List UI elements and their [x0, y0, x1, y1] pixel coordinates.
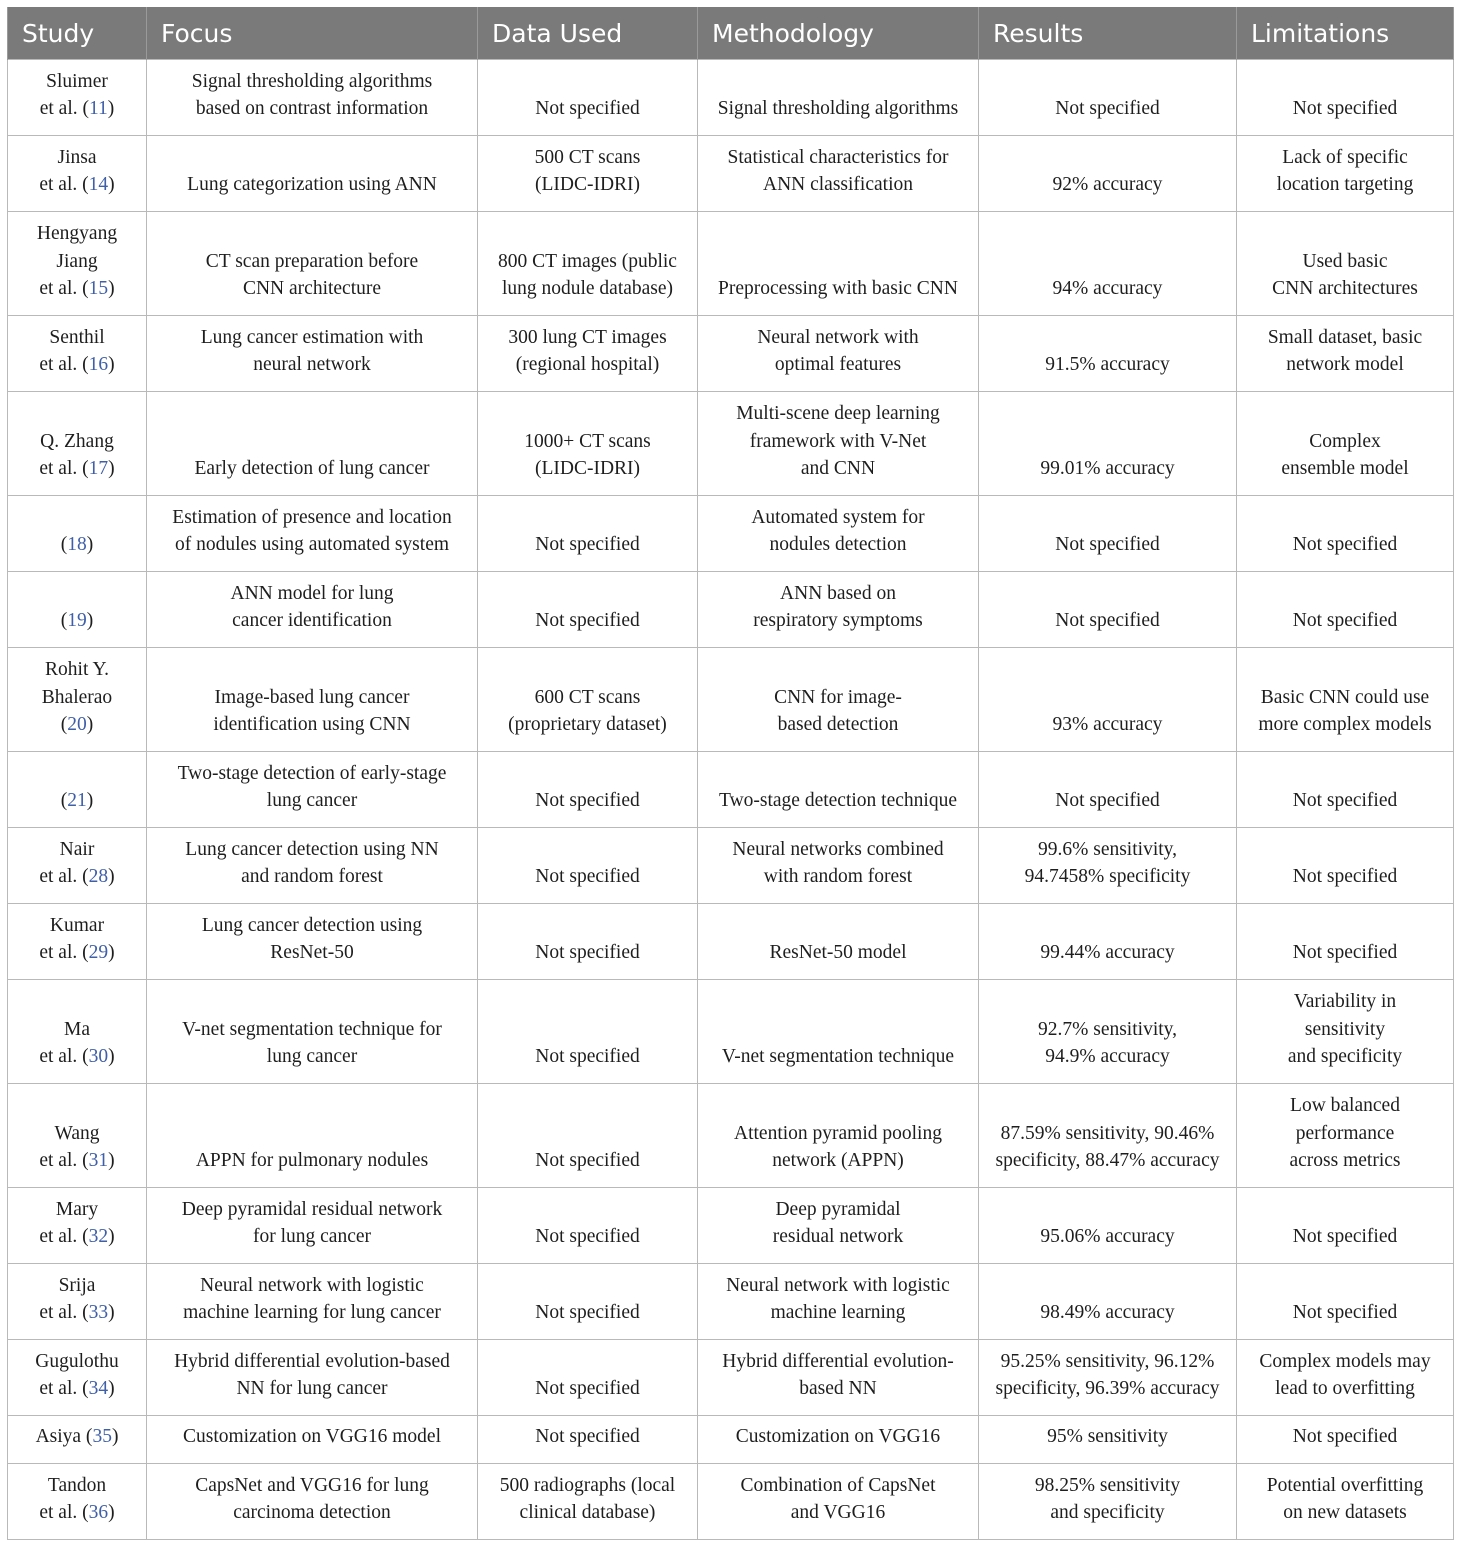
study-paren: ) [108, 942, 115, 964]
study-name: Nair et al. ( [39, 838, 95, 888]
study-paren: ) [108, 174, 115, 196]
study-name: Wang et al. ( [39, 1122, 100, 1172]
limitations-cell: Not specified [1237, 904, 1454, 980]
study-paren: ) [108, 1150, 115, 1172]
data-used-cell: 600 CT scans (proprietary dataset) [478, 648, 698, 752]
study-paren: ) [108, 278, 115, 300]
study-name: Sluimer et al. ( [39, 70, 108, 120]
study-name: Senthil et al. ( [39, 326, 105, 376]
table-header [8, 7, 1454, 60]
data-used-cell: Not specified [478, 752, 698, 828]
study-cell [8, 648, 147, 752]
study-name: Jinsa et al. ( [39, 146, 97, 196]
study-name: ( [60, 610, 68, 632]
table-row [8, 648, 1454, 752]
table-row [8, 1416, 1454, 1464]
study-paren: ) [107, 98, 115, 120]
methodology-cell: V-net segmentation technique [698, 980, 979, 1084]
methodology-cell: CNN for image- based detection [698, 648, 979, 752]
data-used-cell: 300 lung CT images (regional hospital) [478, 316, 698, 392]
study-paren: ) [86, 714, 94, 736]
study-cell [8, 1464, 147, 1540]
study-cell [8, 60, 147, 136]
focus-cell: Lung categorization using ANN [147, 136, 478, 212]
limitations-cell: Basic CNN could use more complex models [1237, 648, 1454, 752]
study-name: Rohit Y. Bhalerao ( [41, 659, 113, 736]
table-row [8, 752, 1454, 828]
results-cell: 92% accuracy [979, 136, 1237, 212]
study-name: Srija et al. ( [39, 1274, 96, 1324]
focus-cell: Early detection of lung cancer [147, 392, 478, 496]
study-cell [8, 392, 147, 496]
study-cell [8, 828, 147, 904]
table-row [8, 904, 1454, 980]
study-paren: ) [86, 534, 94, 556]
limitations-cell: Not specified [1237, 1416, 1454, 1464]
focus-cell: Neural network with logistic machine learning for lung cancer [147, 1264, 478, 1340]
results-cell: 95% sensitivity [979, 1416, 1237, 1464]
study-paren: ) [108, 1502, 115, 1524]
study-cell [8, 572, 147, 648]
focus-cell: CT scan preparation before CNN architecture [147, 212, 478, 316]
methodology-cell: Signal thresholding algorithms [698, 60, 979, 136]
reference-link[interactable]: 21 [67, 790, 87, 812]
methodology-cell: Neural networks combined with random forest [698, 828, 979, 904]
reference-link[interactable]: 28 [88, 866, 109, 888]
focus-cell: APPN for pulmonary nodules [147, 1084, 478, 1188]
reference-link[interactable]: 20 [67, 714, 87, 736]
study-cell [8, 1340, 147, 1416]
data-used-cell: Not specified [478, 828, 698, 904]
reference-link[interactable]: 34 [88, 1378, 109, 1400]
table-row [8, 60, 1454, 136]
results-cell: 87.59% sensitivity, 90.46% specificity, 88.47% accuracy [979, 1084, 1237, 1188]
table-row [8, 1084, 1454, 1188]
data-used-cell: Not specified [478, 1416, 698, 1464]
study-cell [8, 1264, 147, 1340]
study-name: Asiya ( [35, 1426, 93, 1448]
data-used-cell: Not specified [478, 1188, 698, 1264]
methodology-cell: ResNet-50 model [698, 904, 979, 980]
reference-link[interactable]: 35 [92, 1426, 112, 1448]
reference-link[interactable]: 16 [88, 354, 109, 376]
study-cell [8, 904, 147, 980]
focus-cell: Lung cancer detection using NN and random forest [147, 828, 478, 904]
methodology-cell: Neural network with optimal features [698, 316, 979, 392]
limitations-cell: Variability in sensitivity and specificity [1237, 980, 1454, 1084]
study-paren: ) [108, 458, 115, 480]
methodology-cell: Hybrid differential evolution- based NN [698, 1340, 979, 1416]
data-used-cell: Not specified [478, 1264, 698, 1340]
data-used-cell: Not specified [478, 572, 698, 648]
limitations-cell: Used basic CNN architectures [1237, 212, 1454, 316]
study-cell [8, 752, 147, 828]
methodology-cell: Automated system for nodules detection [698, 496, 979, 572]
column-header-focus: Focus [147, 7, 478, 60]
focus-cell: Lung cancer estimation with neural network [147, 316, 478, 392]
focus-cell: CapsNet and VGG16 for lung carcinoma detection [147, 1464, 478, 1540]
reference-link[interactable]: 31 [88, 1150, 109, 1172]
study-name: Gugulothu et al. ( [35, 1350, 119, 1400]
limitations-cell: Small dataset, basic network model [1237, 316, 1454, 392]
results-cell: 92.7% sensitivity, 94.9% accuracy [979, 980, 1237, 1084]
focus-cell: Customization on VGG16 model [147, 1416, 478, 1464]
results-cell: 91.5% accuracy [979, 316, 1237, 392]
limitations-cell: Lack of specific location targeting [1237, 136, 1454, 212]
methodology-cell: Combination of CapsNet and VGG16 [698, 1464, 979, 1540]
column-header-results: Results [979, 7, 1237, 60]
focus-cell: Deep pyramidal residual network for lung cancer [147, 1188, 478, 1264]
study-cell [8, 1416, 147, 1464]
limitations-cell: Not specified [1237, 1188, 1454, 1264]
limitations-cell: Not specified [1237, 496, 1454, 572]
limitations-cell: Complex ensemble model [1237, 392, 1454, 496]
reference-link[interactable]: 11 [88, 98, 108, 120]
limitations-cell: Not specified [1237, 828, 1454, 904]
study-name: Kumar et al. ( [39, 914, 105, 964]
results-cell: 95.06% accuracy [979, 1188, 1237, 1264]
column-header-limitations: Limitations [1237, 7, 1454, 60]
study-name: ( [60, 790, 68, 812]
study-name: Mary et al. ( [39, 1198, 99, 1248]
focus-cell: Signal thresholding algorithms based on contrast information [147, 60, 478, 136]
data-used-cell: Not specified [478, 496, 698, 572]
limitations-cell: Not specified [1237, 572, 1454, 648]
study-cell [8, 1188, 147, 1264]
focus-cell: Estimation of presence and location of nodules using automated system [147, 496, 478, 572]
focus-cell: ANN model for lung cancer identification [147, 572, 478, 648]
results-cell: 99.6% sensitivity, 94.7458% specificity [979, 828, 1237, 904]
limitations-cell: Potential overfitting on new datasets [1237, 1464, 1454, 1540]
limitations-cell: Not specified [1237, 60, 1454, 136]
limitations-cell: Not specified [1237, 752, 1454, 828]
data-used-cell: Not specified [478, 60, 698, 136]
study-cell [8, 1084, 147, 1188]
results-cell: 95.25% sensitivity, 96.12% specificity, 96.39% accuracy [979, 1340, 1237, 1416]
limitations-cell: Complex models may lead to overfitting [1237, 1340, 1454, 1416]
column-header-data-used: Data Used [478, 7, 698, 60]
results-cell: 94% accuracy [979, 212, 1237, 316]
data-used-cell: Not specified [478, 1340, 698, 1416]
table-row [8, 392, 1454, 496]
methodology-cell: Neural network with logistic machine learning [698, 1264, 979, 1340]
study-name: Tandon et al. ( [39, 1474, 107, 1524]
reference-link[interactable]: 15 [88, 278, 109, 300]
reference-link[interactable]: 30 [88, 1046, 109, 1068]
table-row [8, 1188, 1454, 1264]
data-used-cell: 500 radiographs (local clinical database) [478, 1464, 698, 1540]
study-cell [8, 980, 147, 1084]
study-paren: ) [86, 610, 94, 632]
study-name: ( [60, 534, 68, 556]
results-cell: 93% accuracy [979, 648, 1237, 752]
study-name: Ma et al. ( [39, 1018, 90, 1068]
data-used-cell: Not specified [478, 904, 698, 980]
limitations-cell: Low balanced performance across metrics [1237, 1084, 1454, 1188]
table-row [8, 828, 1454, 904]
column-header-methodology: Methodology [698, 7, 979, 60]
methodology-cell: Statistical characteristics for ANN classification [698, 136, 979, 212]
study-paren: ) [108, 866, 115, 888]
focus-cell: Hybrid differential evolution-based NN for lung cancer [147, 1340, 478, 1416]
reference-link[interactable]: 29 [88, 942, 109, 964]
table-row [8, 316, 1454, 392]
results-cell: Not specified [979, 752, 1237, 828]
data-used-cell: 500 CT scans (LIDC-IDRI) [478, 136, 698, 212]
study-cell [8, 496, 147, 572]
methodology-cell: Multi-scene deep learning framework with V-Net and CNN [698, 392, 979, 496]
reference-link[interactable]: 18 [67, 534, 87, 556]
results-cell: 98.25% sensitivity and specificity [979, 1464, 1237, 1540]
focus-cell: Lung cancer detection using ResNet-50 [147, 904, 478, 980]
table-body [8, 60, 1454, 1540]
methodology-cell: ANN based on respiratory symptoms [698, 572, 979, 648]
focus-cell: V-net segmentation technique for lung cancer [147, 980, 478, 1084]
reference-link[interactable]: 17 [88, 458, 109, 480]
table-row [8, 212, 1454, 316]
data-used-cell: Not specified [478, 980, 698, 1084]
reference-link[interactable]: 14 [88, 174, 109, 196]
table-row [8, 980, 1454, 1084]
focus-cell: Two-stage detection of early-stage lung cancer [147, 752, 478, 828]
column-header-study: Study [8, 7, 147, 60]
methodology-cell: Two-stage detection technique [698, 752, 979, 828]
results-cell: 99.44% accuracy [979, 904, 1237, 980]
study-paren: ) [111, 1426, 119, 1448]
data-used-cell: 800 CT images (public lung nodule database) [478, 212, 698, 316]
data-used-cell: Not specified [478, 1084, 698, 1188]
study-paren: ) [108, 1378, 115, 1400]
study-paren: ) [108, 1302, 115, 1324]
table-row [8, 572, 1454, 648]
study-cell [8, 316, 147, 392]
focus-cell: Image-based lung cancer identification using CNN [147, 648, 478, 752]
study-cell [8, 136, 147, 212]
table-row [8, 496, 1454, 572]
study-name: Q. Zhang et al. ( [39, 430, 114, 480]
results-cell: 99.01% accuracy [979, 392, 1237, 496]
methodology-cell: Preprocessing with basic CNN [698, 212, 979, 316]
results-cell: 98.49% accuracy [979, 1264, 1237, 1340]
reference-link[interactable]: 32 [88, 1226, 109, 1248]
results-cell: Not specified [979, 572, 1237, 648]
study-paren: ) [86, 790, 94, 812]
study-name: Hengyang Jiang et al. ( [36, 223, 118, 300]
table-row [8, 136, 1454, 212]
study-paren: ) [108, 354, 115, 376]
reference-link[interactable]: 33 [88, 1302, 109, 1324]
data-used-cell: 1000+ CT scans (LIDC-IDRI) [478, 392, 698, 496]
studies-table [7, 7, 1454, 1540]
limitations-cell: Not specified [1237, 1264, 1454, 1340]
reference-link[interactable]: 36 [88, 1502, 109, 1524]
methodology-cell: Deep pyramidal residual network [698, 1188, 979, 1264]
study-paren: ) [108, 1046, 115, 1068]
results-cell: Not specified [979, 496, 1237, 572]
methodology-cell: Customization on VGG16 [698, 1416, 979, 1464]
reference-link[interactable]: 19 [67, 610, 87, 632]
results-cell: Not specified [979, 60, 1237, 136]
study-cell [8, 212, 147, 316]
methodology-cell: Attention pyramid pooling network (APPN) [698, 1084, 979, 1188]
table-row [8, 1340, 1454, 1416]
table-row [8, 1464, 1454, 1540]
study-paren: ) [108, 1226, 115, 1248]
table-row [8, 1264, 1454, 1340]
